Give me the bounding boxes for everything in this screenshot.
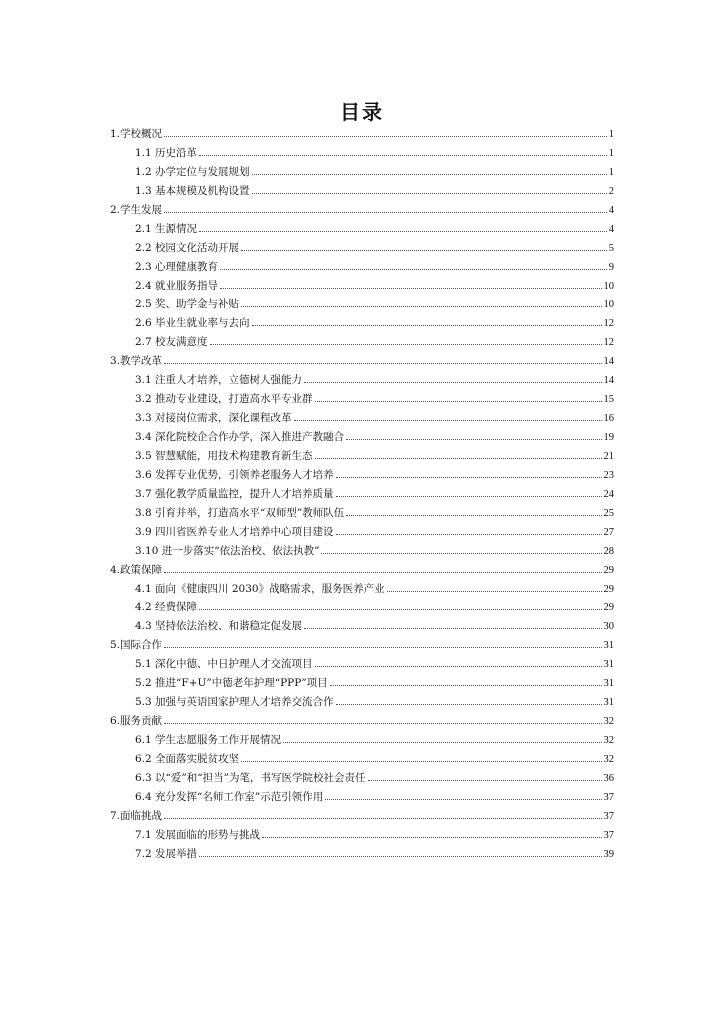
dot-leader	[199, 155, 607, 156]
dot-leader	[252, 174, 607, 175]
toc-entry-label: 7.面临挑战	[110, 809, 163, 822]
toc-page-number: 30	[603, 621, 614, 633]
dot-leader	[294, 420, 602, 421]
toc-chapter-entry[interactable]	[110, 353, 614, 372]
toc-entry-label: 4.2 经费保障	[135, 601, 198, 614]
dot-leader	[164, 647, 601, 648]
dot-leader	[164, 363, 601, 364]
toc-section-entry[interactable]	[110, 618, 614, 637]
toc-section-entry[interactable]	[110, 524, 614, 543]
toc-page-number: 31	[603, 640, 614, 652]
toc-section-entry[interactable]	[110, 827, 614, 846]
toc-entry-label: 2.1 生源情况	[135, 222, 198, 235]
toc-entry-label: 7.2 发展举措	[135, 847, 198, 860]
toc-entry-label: 3.7 强化教学质量监控，提升人才培养质量	[135, 487, 334, 500]
toc-entry-label: 6.1 学生志愿服务工作开展情况	[135, 734, 282, 746]
dot-leader	[336, 496, 602, 497]
dot-leader	[164, 136, 607, 137]
dot-leader	[336, 477, 602, 478]
toc-section-entry[interactable]	[110, 732, 614, 751]
toc-page-number: 29	[603, 583, 614, 595]
toc-section-entry[interactable]	[110, 543, 614, 562]
toc-page-number: 31	[603, 678, 614, 690]
toc-entry-label: 1.2 办学定位与发展规划	[135, 165, 250, 178]
toc-entry-label: 2.5 奖、助学金与补贴	[135, 298, 240, 311]
toc-page-number: 37	[603, 829, 614, 841]
toc-chapter-entry[interactable]	[110, 713, 614, 732]
toc-entry-label: 3.8 引育并举，打造高水平“双师型”教师队伍	[135, 506, 345, 519]
toc-entry-label: 4.政策保障	[110, 563, 163, 576]
toc-section-entry[interactable]	[110, 751, 614, 770]
toc-section-entry[interactable]	[110, 581, 614, 600]
toc-section-entry[interactable]	[110, 391, 614, 410]
toc-page-number: 32	[603, 753, 614, 765]
toc-entry-label: 1.3 基本规模及机构设置	[135, 184, 250, 197]
toc-chapter-entry[interactable]	[110, 637, 614, 656]
dot-leader	[315, 666, 602, 667]
dot-leader	[346, 439, 601, 440]
dot-leader	[252, 193, 607, 194]
toc-entry-label: 3.5 智慧赋能，用技术构建教育新生态	[135, 449, 313, 462]
toc-page-number: 1	[608, 129, 614, 140]
toc-chapter-entry[interactable]	[110, 126, 614, 145]
dot-leader	[220, 288, 601, 289]
toc-section-entry[interactable]	[110, 296, 614, 315]
toc-section-entry[interactable]	[110, 448, 614, 467]
toc-entry-label: 6.2 全面落实脱贫攻坚	[135, 752, 240, 765]
toc-entry-label: 3.3 对接岗位需求，深化课程改革	[135, 412, 292, 425]
toc-entry-label: 5.1 深化中德、中日护理人才交流项目	[135, 658, 313, 671]
dot-leader	[304, 628, 601, 629]
dot-leader	[283, 742, 601, 743]
toc-entry-label: 3.2 推动专业建设，打造高水平专业群	[135, 393, 313, 406]
dot-leader	[220, 269, 607, 270]
toc-entry-label: 2.2 校园文化活动开展	[135, 241, 240, 254]
page-title: 目录	[340, 100, 384, 124]
dot-leader	[336, 534, 602, 535]
toc-page-number: 31	[603, 697, 614, 709]
toc-page-number: 1	[608, 166, 614, 178]
dot-leader	[262, 837, 601, 838]
toc-entry-label: 3.9 四川省医养专业人才培养中心项目建设	[135, 525, 334, 538]
dot-leader	[164, 212, 607, 213]
toc-section-entry[interactable]	[110, 675, 614, 694]
toc-page-number: 32	[603, 735, 614, 746]
toc-page-number: 10	[603, 299, 614, 311]
dot-leader	[346, 515, 601, 516]
toc-page-number: 19	[603, 432, 614, 443]
toc-page-number: 24	[603, 488, 614, 500]
toc-section-entry[interactable]	[110, 429, 614, 448]
toc-entry-label: 5.国际合作	[110, 639, 163, 652]
dot-leader	[164, 723, 601, 724]
toc-page-number: 9	[608, 261, 614, 273]
dot-leader	[199, 856, 601, 857]
dot-leader	[241, 250, 607, 251]
dot-leader	[368, 780, 602, 781]
toc-page-number: 39	[603, 848, 614, 860]
toc-section-entry[interactable]	[110, 770, 614, 789]
toc-page-number: 12	[603, 337, 614, 349]
toc-chapter-entry[interactable]	[110, 808, 614, 827]
toc-page-number: 29	[603, 564, 614, 576]
toc-page-number: 29	[603, 602, 614, 614]
dot-leader	[315, 458, 602, 459]
toc-section-entry[interactable]	[110, 278, 614, 297]
dot-leader	[241, 306, 601, 307]
toc-section-entry[interactable]	[110, 467, 614, 486]
toc-entry-label: 2.4 就业服务指导	[135, 279, 219, 292]
toc-entry-label: 3.10 进一步落实“依法治校、依法执教”	[135, 544, 320, 557]
toc-section-entry[interactable]	[110, 410, 614, 429]
toc-section-entry[interactable]	[110, 259, 614, 278]
toc-page-number: 10	[603, 280, 614, 292]
toc-page-number: 5	[608, 242, 614, 254]
toc-section-entry[interactable]	[110, 486, 614, 505]
toc-page-number: 15	[603, 394, 614, 406]
toc-entry-label: 6.4 充分发挥“名师工作室”示范引领作用	[135, 790, 324, 803]
toc-entry-label: 5.3 加强与英语国家护理人才培养交流合作	[135, 696, 334, 709]
dot-leader	[330, 685, 602, 686]
toc-page-number: 37	[603, 791, 614, 803]
toc-page-number: 2	[608, 185, 614, 197]
toc-section-entry[interactable]	[110, 789, 614, 808]
toc-section-entry[interactable]	[110, 315, 614, 334]
toc-page-number: 14	[603, 375, 614, 387]
dot-leader	[164, 572, 601, 573]
dot-leader	[210, 344, 602, 345]
toc-entry-label: 6.服务贡献	[110, 715, 163, 728]
toc-section-entry[interactable]	[110, 599, 614, 618]
table-of-contents	[110, 126, 614, 865]
toc-entry-label: 4.3 坚持依法治校、和谐稳定促发展	[135, 620, 303, 633]
toc-entry-label: 2.6 毕业生就业率与去向	[135, 317, 250, 330]
toc-page-number: 14	[603, 356, 614, 368]
toc-chapter-entry[interactable]	[110, 202, 614, 221]
toc-section-entry[interactable]	[110, 372, 614, 391]
toc-entry-label: 4.1 面向《健康四川 2030》战略需求，服务医养产业	[135, 582, 385, 595]
dot-leader	[252, 325, 602, 326]
toc-page-number: 31	[603, 659, 614, 671]
toc-entry-label: 6.3 以“爱”和“担当”为笔，书写医学院校社会责任	[135, 771, 366, 784]
toc-section-entry[interactable]	[110, 240, 614, 259]
toc-page-number: 37	[603, 810, 614, 822]
toc-entry-label: 5.2 推进“F+U”中德老年护理“PPP”项目	[135, 677, 328, 690]
toc-page-number: 4	[608, 223, 614, 235]
toc-section-entry[interactable]	[110, 221, 614, 240]
dot-leader	[336, 704, 602, 705]
toc-entry-label: 3.4 深化院校企合作办学，深入推进产教融合	[135, 431, 345, 443]
dot-leader	[315, 401, 602, 402]
toc-entry-label: 3.6 发挥专业优势，引领养老服务人才培养	[135, 468, 334, 481]
toc-section-entry[interactable]	[110, 183, 614, 202]
toc-page-number: 1	[608, 147, 614, 159]
toc-page-number: 12	[603, 318, 614, 330]
toc-page-number: 36	[603, 772, 614, 784]
toc-entry-label: 1.1 历史沿革	[135, 146, 198, 159]
dot-leader	[321, 553, 601, 554]
dot-leader	[164, 818, 601, 819]
dot-leader	[325, 799, 601, 800]
toc-entry-label: 7.1 发展面临的形势与挑战	[135, 828, 261, 841]
toc-chapter-entry[interactable]	[110, 562, 614, 581]
toc-page-number: 28	[603, 545, 614, 557]
toc-entry-label: 3.1 注重人才培养，立德树人强能力	[135, 374, 303, 387]
toc-entry-label: 1.学校概况	[110, 128, 163, 140]
toc-page-number: 16	[603, 413, 614, 425]
toc-entry-label: 3.教学改革	[110, 355, 163, 368]
toc-entry-label: 2.学生发展	[110, 203, 163, 216]
toc-page-number: 21	[603, 450, 614, 462]
toc-section-entry[interactable]	[110, 656, 614, 675]
toc-page-number: 32	[603, 716, 614, 728]
toc-entry-label: 2.3 心理健康教育	[135, 260, 219, 273]
toc-section-entry[interactable]	[110, 505, 614, 524]
dot-leader	[241, 761, 601, 762]
dot-leader	[387, 591, 602, 592]
toc-section-entry[interactable]	[110, 694, 614, 713]
toc-entry-label: 2.7 校友满意度	[135, 336, 208, 349]
toc-page-number: 23	[603, 469, 614, 481]
toc-section-entry[interactable]	[110, 164, 614, 183]
toc-section-entry[interactable]	[110, 846, 614, 865]
toc-page-number: 4	[608, 204, 614, 216]
dot-leader	[199, 609, 601, 610]
dot-leader	[199, 231, 607, 232]
dot-leader	[304, 382, 601, 383]
toc-page-number: 27	[603, 526, 614, 538]
toc-page-number: 25	[603, 507, 614, 519]
toc-section-entry[interactable]	[110, 145, 614, 164]
toc-section-entry[interactable]	[110, 334, 614, 353]
